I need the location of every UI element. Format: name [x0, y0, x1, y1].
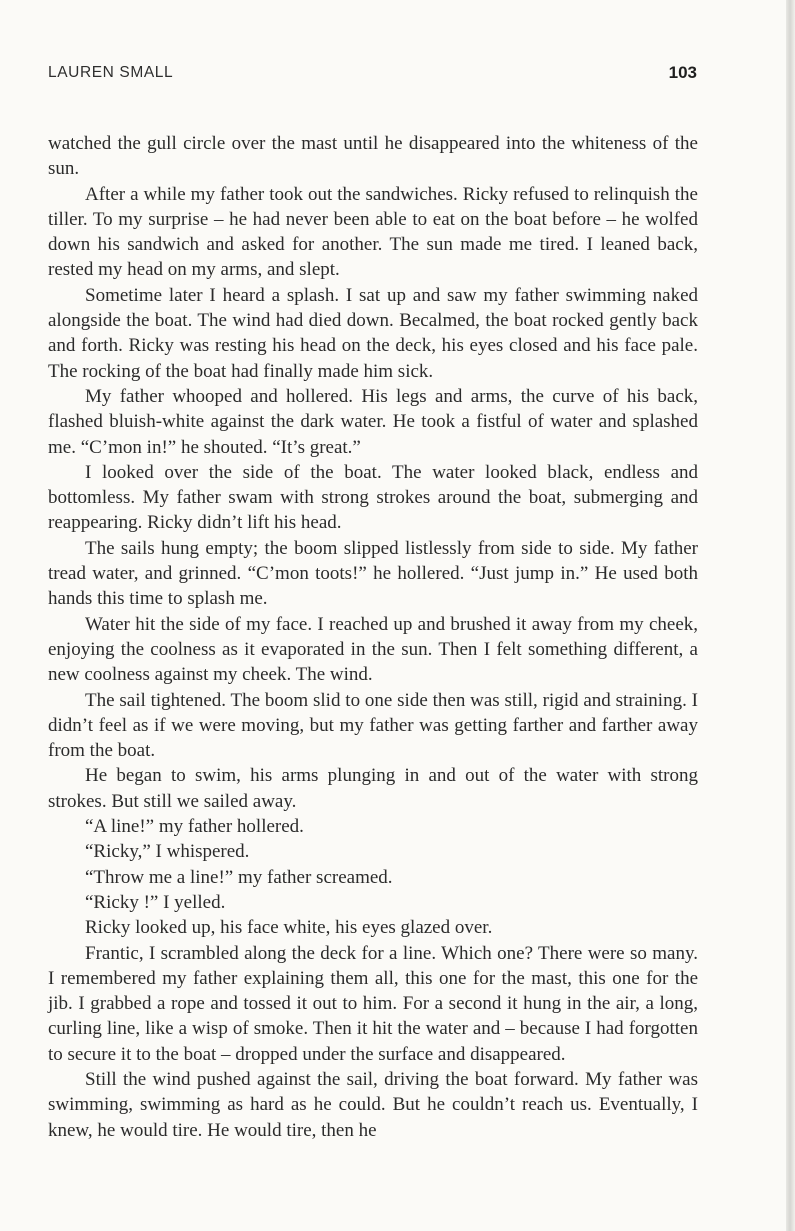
paragraph: “Ricky !” I yelled. — [85, 891, 226, 913]
paragraph: Still the wind pushed against the sail, driving the boat forward. My father was swimming, swimming as hard as he could. But he couldn’t reach us. Eventually, I knew, he would tire. He would tire, then he — [48, 1068, 698, 1141]
paragraph: “Ricky,” I whispered. — [85, 841, 250, 863]
paragraph: I looked over the side of the boat. The water looked black, endless and bottomless. My father swam with strong strokes around the boat, submerging and reappearing. Ricky didn’t lift his head. — [48, 461, 698, 534]
page-edge-shadow — [786, 0, 795, 1231]
paragraph: Ricky looked up, his face white, his eyes glazed over. — [85, 917, 493, 939]
paragraph: Water hit the side of my face. I reached up and brushed it away from my cheek, enjoying the coolness as it evaporated in the sun. Then I felt something different, a new coolness against my cheek. The wind. — [48, 613, 698, 686]
paragraph: After a while my father took out the sandwiches. Ricky refused to relinquish the tiller. To my surprise – he had never been able to eat on the boat before – he wolfed down his sandwich and asked for another. The sun made me tired. I leaned back, rested my head on my arms, and slept. — [48, 183, 698, 281]
page-number: 103 — [668, 63, 697, 82]
paragraph: “Throw me a line!” my father screamed. — [85, 866, 393, 888]
paragraph: He began to swim, his arms plunging in and out of the water with strong strokes. But still we sailed away. — [48, 765, 698, 812]
body-text — [48, 131, 698, 1143]
paragraph: Frantic, I scrambled along the deck for a line. Which one? There were so many. I remembered my father explaining them all, this one for the mast, this one for the jib. I grabbed a rope and tossed it out to him. For a second it hung in the air, a long, curling line, like a wisp of smoke. Then it hit the water and – because I had forgotten to secure it to the boat – dropped under the surface and disappeared. — [48, 942, 698, 1065]
paragraph: “A line!” my father hollered. — [85, 816, 304, 838]
paragraph: Sometime later I heard a splash. I sat up and saw my father swimming naked alongside the boat. The wind had died down. Becalmed, the boat rocked gently back and forth. Ricky was resting his head on the deck, his eyes closed and his face pale. The rocking of the boat had finally made him sick. — [48, 284, 698, 382]
author-name: LAUREN SMALL — [48, 64, 174, 81]
paragraph: watched the gull circle over the mast until he disappeared into the whiteness of the sun. — [48, 133, 698, 180]
paragraph: My father whooped and hollered. His legs and arms, the curve of his back, flashed bluish-white against the dark water. He took a fistful of water and splashed me. “C’mon in!” he shouted. “It’s great.” — [48, 385, 698, 458]
running-head — [48, 58, 697, 88]
paragraph: The sail tightened. The boom slid to one side then was still, rigid and straining. I didn’t feel as if we were moving, but my father was getting farther and farther away from the boat. — [48, 689, 698, 762]
paragraph: The sails hung empty; the boom slipped listlessly from side to side. My father tread water, and grinned. “C’mon toots!” he hollered. “Just jump in.” He used both hands this time to splash me. — [48, 537, 698, 610]
